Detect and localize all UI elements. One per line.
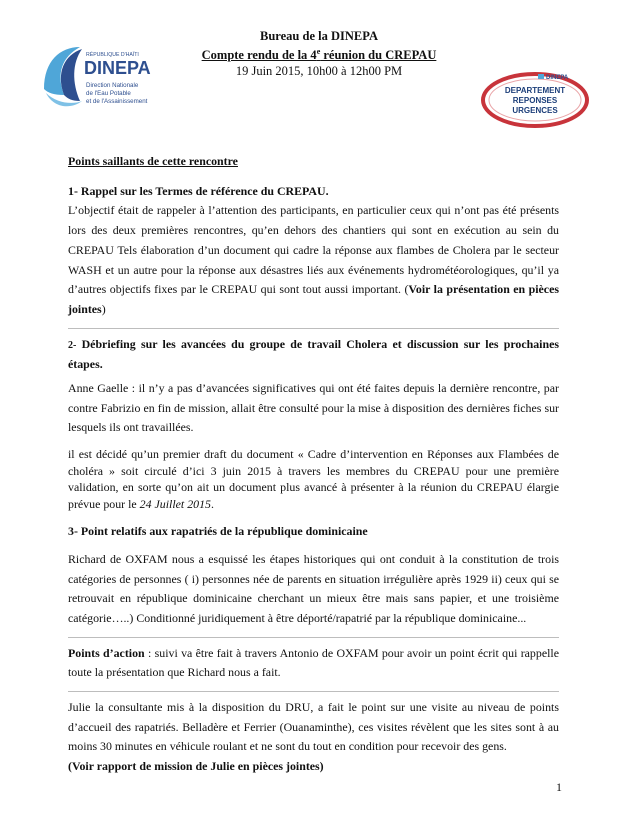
dinepa-logo-graphic	[42, 43, 162, 113]
highlights-heading: Points saillants de cette rencontre	[68, 154, 238, 168]
divider	[68, 637, 559, 638]
section-1-title: 1- Rappel sur les Termes de référence du CREPAU.	[68, 183, 329, 198]
section-2-title: 2- Débriefing sur les avancées du groupe de travail Cholera et discussion sur les prochaines étapes.	[68, 336, 559, 372]
dru-logo-small-text: DINEPA	[546, 75, 569, 81]
org-name: Bureau de la DINEPA	[260, 29, 378, 43]
svg-text:Direction Nationale: Direction Nationale	[86, 82, 139, 89]
svg-text:URGENCES: URGENCES	[512, 106, 558, 115]
section-1-text: L’objectif était de rappeler à l’attention des participants, en particulier ceux qui n’ont pas été présents lors des deux premières rencontres, qu’en dehors des chantiers qui sont en exécution au sein du CREPAU Tels élaboration d’un document qui cadre la réponse aux flambes de Cholera par le secteur WASH et un autre pour la réponse aux désastres liés aux événements hydrométéorologiques, qu’il ya d’autres objectifs fixes par le CREPAU qui sont tout aussi important. (Voir la présentation en pièces jointes)	[68, 203, 559, 316]
logo-republic-text: RÉPUBLIQUE D'HAÏTI	[86, 52, 139, 58]
report-title: Compte rendu de la 4e réunion du CREPAU	[201, 47, 437, 63]
divider	[68, 328, 559, 329]
document-header	[160, 28, 478, 79]
dinepa-logo	[42, 43, 162, 113]
document-body	[68, 152, 559, 777]
section-3-paragraph-1: Richard de OXFAM nous a esquissé les étapes historiques qui ont conduit à la constitution de trois catégories de personnes ( i) personnes née de parents en situation irrégulière après 1929 ii) ceux qui se retrouvait en république dominicaine cherchant un mieux être mais sans papier, et une troisième catégorie…..) Conditionné juridiquement à être déporté/rapatrié par la république dominicaine...	[68, 551, 559, 625]
section-3-title: 3- Point relatifs aux rapatriés de la république dominicaine	[68, 524, 368, 539]
mission-report-reference: (Voir rapport de mission de Julie en pièces jointes)	[68, 759, 324, 774]
svg-text:de l'Eau Potable: de l'Eau Potable	[86, 90, 131, 97]
svg-text:et de l'Assainissement: et de l'Assainissement	[86, 98, 148, 105]
svg-text:REPONSES: REPONSES	[512, 96, 558, 105]
page-number: 1	[556, 780, 562, 794]
logo-dinepa-text: DINEPA	[84, 58, 151, 78]
section-2-paragraph-2: il est décidé qu’un premier draft du document « Cadre d’intervention en Réponses aux Flambées de choléra » soit circulé d’ici 3 juin 2015 à travers les membres du CREPAU pour une première validation, en sorte qu’on ait un document plus avancé à présenter à la réunion du CREPAU élargie prévue pour le 24 Juillet 2015.	[68, 447, 559, 511]
meeting-date: 19 Juin 2015, 10h00 à 12h00 PM	[235, 64, 403, 79]
dru-logo	[480, 68, 590, 128]
svg-text:DEPARTEMENT: DEPARTEMENT	[504, 86, 566, 95]
section-2-paragraph-1: Anne Gaelle : il n’y a pas d’avancées significatives qui ont été faites depuis la dernière rencontre, par contre Fabrizio en fin de mission, allait être consulté pour la mise à disposition des dernières fiches sur lesquels ils ont travaillées.	[68, 381, 559, 435]
section-3-paragraph-3: Julie la consultante mis à la disposition du DRU, a fait le point sur une visite au niveau de points d’accueil des rapatriés. Belladère et Ferrier (Ouanaminthe), ces visites révèlent que les sites sont à au moins 30 minutes en véhicule roulant et ne sont du tout en condition pour recevoir des gens.	[68, 700, 559, 754]
divider	[68, 691, 559, 692]
dru-logo-graphic	[480, 68, 590, 128]
action-points: Points d’action : suivi va être fait à travers Antonio de OXFAM pour avoir un point écrit qui rappelle toute la présentation que Richard nous a fait.	[68, 645, 559, 680]
